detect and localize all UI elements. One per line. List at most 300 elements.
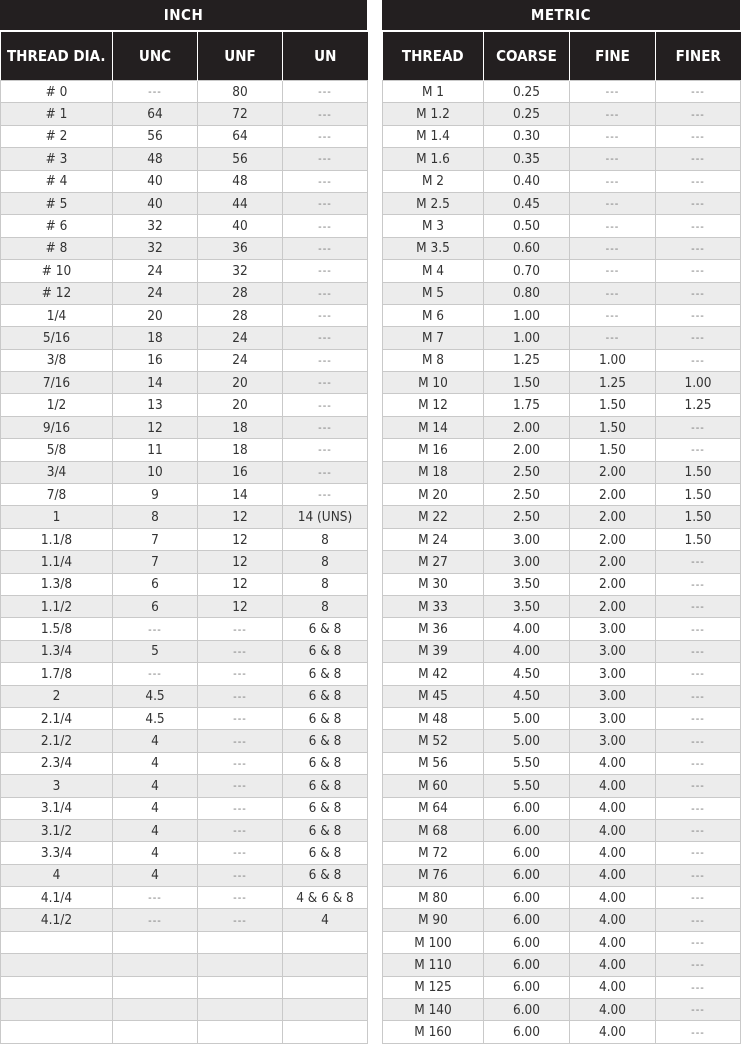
- metric-cell: 5.50: [484, 752, 570, 774]
- metric-cell: ---: [570, 148, 656, 170]
- metric-cell: ---: [656, 416, 741, 438]
- inch-cell: 24: [198, 349, 283, 371]
- metric-table-row: [383, 237, 741, 259]
- inch-cell: 40: [113, 192, 198, 214]
- metric-table-row: [383, 595, 741, 617]
- inch-table-row: [1, 618, 368, 640]
- metric-cell: M 24: [383, 528, 484, 550]
- inch-cell: # 1: [1, 103, 113, 125]
- metric-cell: 1.50: [656, 461, 741, 483]
- inch-cell: 40: [113, 170, 198, 192]
- metric-cell: ---: [656, 842, 741, 864]
- inch-cell: 56: [113, 125, 198, 147]
- inch-table-row: [1, 372, 368, 394]
- inch-table-row: [1, 461, 368, 483]
- inch-cell: ---: [283, 461, 368, 483]
- metric-cell: 4.00: [570, 797, 656, 819]
- metric-cell: M 140: [383, 999, 484, 1021]
- metric-cell: M 1.2: [383, 103, 484, 125]
- metric-cell: ---: [570, 103, 656, 125]
- metric-cell: M 160: [383, 1021, 484, 1043]
- header-coarse: COARSE: [484, 32, 570, 81]
- inch-cell: 1/2: [1, 394, 113, 416]
- inch-cell: 12: [198, 573, 283, 595]
- inch-cell: 3.1/2: [1, 819, 113, 841]
- metric-cell: ---: [656, 148, 741, 170]
- inch-cell: 4: [283, 909, 368, 931]
- inch-cell: 40: [198, 215, 283, 237]
- metric-cell: M 14: [383, 416, 484, 438]
- metric-cell: ---: [570, 125, 656, 147]
- metric-cell: M 7: [383, 327, 484, 349]
- metric-table-row: [383, 864, 741, 886]
- inch-cell: 4: [1, 864, 113, 886]
- metric-table-row: [383, 752, 741, 774]
- metric-table-row: [383, 372, 741, 394]
- metric-cell: 3.00: [570, 730, 656, 752]
- inch-cell: 4.1/2: [1, 909, 113, 931]
- inch-table-row: [1, 931, 368, 953]
- metric-table-row: [383, 103, 741, 125]
- metric-cell: 0.25: [484, 81, 570, 103]
- inch-cell: 48: [198, 170, 283, 192]
- metric-cell: 3.00: [570, 707, 656, 729]
- inch-table-row: [1, 484, 368, 506]
- inch-cell: ---: [283, 103, 368, 125]
- metric-cell: M 1.4: [383, 125, 484, 147]
- metric-cell: 2.00: [570, 528, 656, 550]
- inch-table-row: [1, 81, 368, 103]
- metric-table-row: [383, 797, 741, 819]
- metric-cell: 1.50: [656, 506, 741, 528]
- metric-table-row: [383, 976, 741, 998]
- inch-cell: 4: [113, 864, 198, 886]
- metric-cell: ---: [656, 775, 741, 797]
- inch-cell: 16: [198, 461, 283, 483]
- inch-cell: 2.1/2: [1, 730, 113, 752]
- metric-cell: 6.00: [484, 976, 570, 998]
- metric-cell: M 6: [383, 304, 484, 326]
- inch-table-row: [1, 573, 368, 595]
- metric-table-row: [383, 663, 741, 685]
- metric-cell: 6.00: [484, 864, 570, 886]
- metric-table-row: [383, 416, 741, 438]
- metric-cell: 1.50: [656, 528, 741, 550]
- inch-table: [0, 30, 368, 1044]
- inch-table-row: [1, 215, 368, 237]
- inch-cell: 4: [113, 730, 198, 752]
- inch-cell: 4: [113, 775, 198, 797]
- inch-cell: [283, 1021, 368, 1043]
- inch-cell: 12: [198, 551, 283, 573]
- inch-table-row: [1, 887, 368, 909]
- metric-cell: 0.60: [484, 237, 570, 259]
- metric-table-row: [383, 394, 741, 416]
- metric-cell: 2.50: [484, 484, 570, 506]
- metric-cell: M 22: [383, 506, 484, 528]
- metric-cell: ---: [656, 909, 741, 931]
- metric-cell: ---: [656, 349, 741, 371]
- inch-cell: ---: [198, 775, 283, 797]
- metric-cell: M 12: [383, 394, 484, 416]
- metric-cell: 1.25: [656, 394, 741, 416]
- inch-table-row: [1, 909, 368, 931]
- metric-cell: M 1.6: [383, 148, 484, 170]
- inch-cell: 7: [113, 528, 198, 550]
- inch-table-row: [1, 752, 368, 774]
- metric-cell: 4.50: [484, 663, 570, 685]
- inch-cell: 56: [198, 148, 283, 170]
- metric-cell: 0.40: [484, 170, 570, 192]
- inch-cell: [113, 999, 198, 1021]
- metric-table-row: [383, 192, 741, 214]
- metric-cell: ---: [656, 215, 741, 237]
- inch-cell: 3: [1, 775, 113, 797]
- metric-cell: 1.50: [484, 372, 570, 394]
- metric-table-row: [383, 304, 741, 326]
- inch-cell: 13: [113, 394, 198, 416]
- inch-cell: 48: [113, 148, 198, 170]
- inch-cell: 14: [113, 372, 198, 394]
- inch-table-row: [1, 103, 368, 125]
- metric-cell: ---: [656, 640, 741, 662]
- inch-cell: [1, 931, 113, 953]
- inch-table-row: [1, 260, 368, 282]
- metric-cell: ---: [570, 260, 656, 282]
- inch-cell: 1.3/4: [1, 640, 113, 662]
- metric-cell: 0.45: [484, 192, 570, 214]
- metric-cell: 2.00: [484, 416, 570, 438]
- inch-cell: 6 & 8: [283, 797, 368, 819]
- metric-table-row: [383, 685, 741, 707]
- metric-cell: M 5: [383, 282, 484, 304]
- metric-table-row: [383, 640, 741, 662]
- metric-cell: M 27: [383, 551, 484, 573]
- inch-cell: 7/8: [1, 484, 113, 506]
- metric-cell: 0.70: [484, 260, 570, 282]
- metric-cell: M 8: [383, 349, 484, 371]
- metric-cell: 3.00: [484, 551, 570, 573]
- inch-cell: ---: [283, 170, 368, 192]
- inch-cell: 2.3/4: [1, 752, 113, 774]
- metric-table-row: [383, 730, 741, 752]
- inch-table-row: [1, 595, 368, 617]
- inch-cell: ---: [283, 125, 368, 147]
- inch-table-row: [1, 663, 368, 685]
- inch-cell: 1: [1, 506, 113, 528]
- inch-table-row: [1, 999, 368, 1021]
- metric-cell: 5.00: [484, 730, 570, 752]
- inch-cell: ---: [113, 663, 198, 685]
- inch-table-row: [1, 416, 368, 438]
- inch-cell: 4: [113, 819, 198, 841]
- metric-cell: ---: [656, 125, 741, 147]
- metric-cell: M 20: [383, 484, 484, 506]
- inch-cell: 1.3/8: [1, 573, 113, 595]
- inch-cell: [198, 976, 283, 998]
- metric-cell: ---: [570, 215, 656, 237]
- metric-cell: M 2: [383, 170, 484, 192]
- inch-cell: 3.3/4: [1, 842, 113, 864]
- inch-cell: ---: [198, 909, 283, 931]
- inch-table-row: [1, 730, 368, 752]
- metric-cell: 3.50: [484, 573, 570, 595]
- inch-cell: ---: [198, 842, 283, 864]
- inch-table-row: [1, 954, 368, 976]
- inch-cell: 8: [283, 551, 368, 573]
- metric-cell: ---: [656, 999, 741, 1021]
- metric-cell: 0.80: [484, 282, 570, 304]
- header-thread: THREAD: [383, 32, 484, 81]
- inch-cell: ---: [198, 797, 283, 819]
- inch-cell: 6 & 8: [283, 618, 368, 640]
- metric-cell: 4.00: [570, 1021, 656, 1043]
- inch-cell: ---: [283, 237, 368, 259]
- inch-title: INCH: [0, 0, 367, 30]
- inch-cell: 1.7/8: [1, 663, 113, 685]
- metric-cell: 1.00: [484, 304, 570, 326]
- metric-cell: 0.25: [484, 103, 570, 125]
- metric-cell: 0.35: [484, 148, 570, 170]
- header-un: UN: [283, 32, 368, 81]
- inch-table-row: [1, 864, 368, 886]
- inch-cell: 20: [198, 372, 283, 394]
- metric-cell: M 52: [383, 730, 484, 752]
- inch-cell: ---: [198, 819, 283, 841]
- metric-cell: 1.25: [570, 372, 656, 394]
- header-finer: FINER: [656, 32, 741, 81]
- inch-cell: [283, 976, 368, 998]
- metric-cell: ---: [656, 685, 741, 707]
- inch-cell: 32: [113, 215, 198, 237]
- metric-cell: ---: [570, 282, 656, 304]
- inch-cell: 4: [113, 842, 198, 864]
- metric-cell: 4.00: [484, 640, 570, 662]
- inch-cell: 72: [198, 103, 283, 125]
- metric-cell: 2.00: [570, 595, 656, 617]
- inch-cell: 6 & 8: [283, 663, 368, 685]
- metric-cell: ---: [656, 1021, 741, 1043]
- inch-cell: 80: [198, 81, 283, 103]
- inch-cell: 3/8: [1, 349, 113, 371]
- header-fine: FINE: [570, 32, 656, 81]
- inch-cell: # 8: [1, 237, 113, 259]
- metric-table-row: [383, 618, 741, 640]
- inch-cell: # 12: [1, 282, 113, 304]
- metric-cell: ---: [656, 595, 741, 617]
- inch-cell: [113, 1021, 198, 1043]
- inch-table-row: [1, 506, 368, 528]
- inch-cell: [198, 999, 283, 1021]
- inch-table-row: [1, 439, 368, 461]
- inch-cell: 18: [113, 327, 198, 349]
- inch-cell: 6: [113, 573, 198, 595]
- inch-table-row: [1, 282, 368, 304]
- metric-cell: ---: [656, 752, 741, 774]
- inch-cell: # 10: [1, 260, 113, 282]
- metric-cell: M 76: [383, 864, 484, 886]
- metric-cell: M 2.5: [383, 192, 484, 214]
- inch-cell: 8: [283, 528, 368, 550]
- inch-table-row: [1, 775, 368, 797]
- inch-table-row: [1, 819, 368, 841]
- inch-cell: ---: [283, 349, 368, 371]
- metric-table-row: [383, 931, 741, 953]
- metric-cell: M 72: [383, 842, 484, 864]
- metric-cell: M 125: [383, 976, 484, 998]
- inch-cell: ---: [283, 394, 368, 416]
- metric-header-row: [383, 32, 741, 81]
- metric-cell: 4.00: [570, 954, 656, 976]
- inch-cell: 14: [198, 484, 283, 506]
- metric-cell: M 30: [383, 573, 484, 595]
- metric-cell: 5.00: [484, 707, 570, 729]
- metric-table-row: [383, 170, 741, 192]
- metric-cell: M 68: [383, 819, 484, 841]
- metric-table-row: [383, 260, 741, 282]
- inch-cell: 36: [198, 237, 283, 259]
- metric-cell: 4.50: [484, 685, 570, 707]
- metric-cell: 6.00: [484, 887, 570, 909]
- inch-cell: 3/4: [1, 461, 113, 483]
- metric-table-row: [383, 215, 741, 237]
- inch-table-row: [1, 394, 368, 416]
- metric-cell: 3.00: [570, 685, 656, 707]
- inch-cell: [198, 954, 283, 976]
- metric-cell: 6.00: [484, 797, 570, 819]
- metric-cell: M 110: [383, 954, 484, 976]
- metric-cell: 6.00: [484, 819, 570, 841]
- metric-table-row: [383, 573, 741, 595]
- metric-table-row: [383, 81, 741, 103]
- metric-cell: 3.00: [570, 640, 656, 662]
- inch-table-row: [1, 125, 368, 147]
- metric-table: [382, 30, 741, 1044]
- metric-cell: ---: [656, 327, 741, 349]
- inch-cell: 6 & 8: [283, 819, 368, 841]
- inch-cell: # 4: [1, 170, 113, 192]
- inch-cell: ---: [198, 618, 283, 640]
- inch-cell: ---: [283, 192, 368, 214]
- inch-cell: 4 & 6 & 8: [283, 887, 368, 909]
- inch-cell: 1.1/2: [1, 595, 113, 617]
- inch-cell: 12: [198, 528, 283, 550]
- metric-cell: 4.00: [570, 976, 656, 998]
- metric-cell: 3.00: [570, 618, 656, 640]
- inch-cell: 4.5: [113, 707, 198, 729]
- metric-cell: M 100: [383, 931, 484, 953]
- metric-cell: 2.00: [570, 484, 656, 506]
- metric-cell: 1.00: [570, 349, 656, 371]
- metric-table-row: [383, 707, 741, 729]
- metric-cell: M 3.5: [383, 237, 484, 259]
- inch-cell: # 0: [1, 81, 113, 103]
- metric-cell: ---: [656, 304, 741, 326]
- metric-table-row: [383, 775, 741, 797]
- metric-cell: 0.50: [484, 215, 570, 237]
- inch-cell: 6 & 8: [283, 842, 368, 864]
- metric-table-row: [383, 506, 741, 528]
- metric-cell: 1.00: [656, 372, 741, 394]
- metric-cell: ---: [656, 192, 741, 214]
- inch-cell: [1, 1021, 113, 1043]
- metric-cell: ---: [656, 663, 741, 685]
- inch-cell: 5: [113, 640, 198, 662]
- metric-cell: 1.25: [484, 349, 570, 371]
- inch-cell: 64: [198, 125, 283, 147]
- metric-table-row: [383, 909, 741, 931]
- inch-cell: 28: [198, 282, 283, 304]
- inch-cell: ---: [283, 260, 368, 282]
- inch-table-row: [1, 304, 368, 326]
- inch-cell: 6 & 8: [283, 707, 368, 729]
- inch-cell: 9/16: [1, 416, 113, 438]
- inch-table-row: [1, 327, 368, 349]
- inch-table-row: [1, 528, 368, 550]
- inch-cell: [113, 954, 198, 976]
- metric-cell: M 56: [383, 752, 484, 774]
- inch-cell: ---: [283, 304, 368, 326]
- inch-cell: 18: [198, 439, 283, 461]
- metric-cell: 4.00: [570, 864, 656, 886]
- inch-table-row: [1, 707, 368, 729]
- metric-cell: 1.50: [570, 416, 656, 438]
- metric-table-row: [383, 125, 741, 147]
- metric-cell: 0.30: [484, 125, 570, 147]
- metric-cell: M 16: [383, 439, 484, 461]
- metric-cell: M 80: [383, 887, 484, 909]
- metric-cell: 4.00: [570, 842, 656, 864]
- inch-cell: 1.1/8: [1, 528, 113, 550]
- inch-cell: 7: [113, 551, 198, 573]
- metric-cell: 3.00: [484, 528, 570, 550]
- inch-table-row: [1, 1021, 368, 1043]
- inch-cell: 64: [113, 103, 198, 125]
- inch-cell: 7/16: [1, 372, 113, 394]
- metric-cell: 3.50: [484, 595, 570, 617]
- metric-cell: 4.00: [570, 752, 656, 774]
- metric-cell: 2.00: [484, 439, 570, 461]
- metric-cell: M 42: [383, 663, 484, 685]
- metric-cell: ---: [656, 103, 741, 125]
- metric-cell: ---: [570, 170, 656, 192]
- header-unf: UNF: [198, 32, 283, 81]
- inch-cell: 5/8: [1, 439, 113, 461]
- inch-cell: ---: [283, 372, 368, 394]
- inch-cell: 2.1/4: [1, 707, 113, 729]
- inch-cell: ---: [113, 887, 198, 909]
- inch-cell: ---: [198, 640, 283, 662]
- metric-cell: M 90: [383, 909, 484, 931]
- metric-cell: M 64: [383, 797, 484, 819]
- inch-cell: [113, 931, 198, 953]
- inch-cell: 20: [198, 394, 283, 416]
- metric-cell: 2.00: [570, 461, 656, 483]
- inch-cell: 4.1/4: [1, 887, 113, 909]
- inch-cell: ---: [198, 864, 283, 886]
- inch-cell: ---: [283, 327, 368, 349]
- inch-cell: ---: [283, 282, 368, 304]
- inch-cell: 1.5/8: [1, 618, 113, 640]
- inch-cell: [283, 931, 368, 953]
- metric-cell: ---: [656, 730, 741, 752]
- inch-cell: 18: [198, 416, 283, 438]
- metric-cell: 6.00: [484, 1021, 570, 1043]
- metric-cell: ---: [656, 551, 741, 573]
- inch-cell: 3.1/4: [1, 797, 113, 819]
- metric-table-row: [383, 819, 741, 841]
- metric-cell: ---: [656, 170, 741, 192]
